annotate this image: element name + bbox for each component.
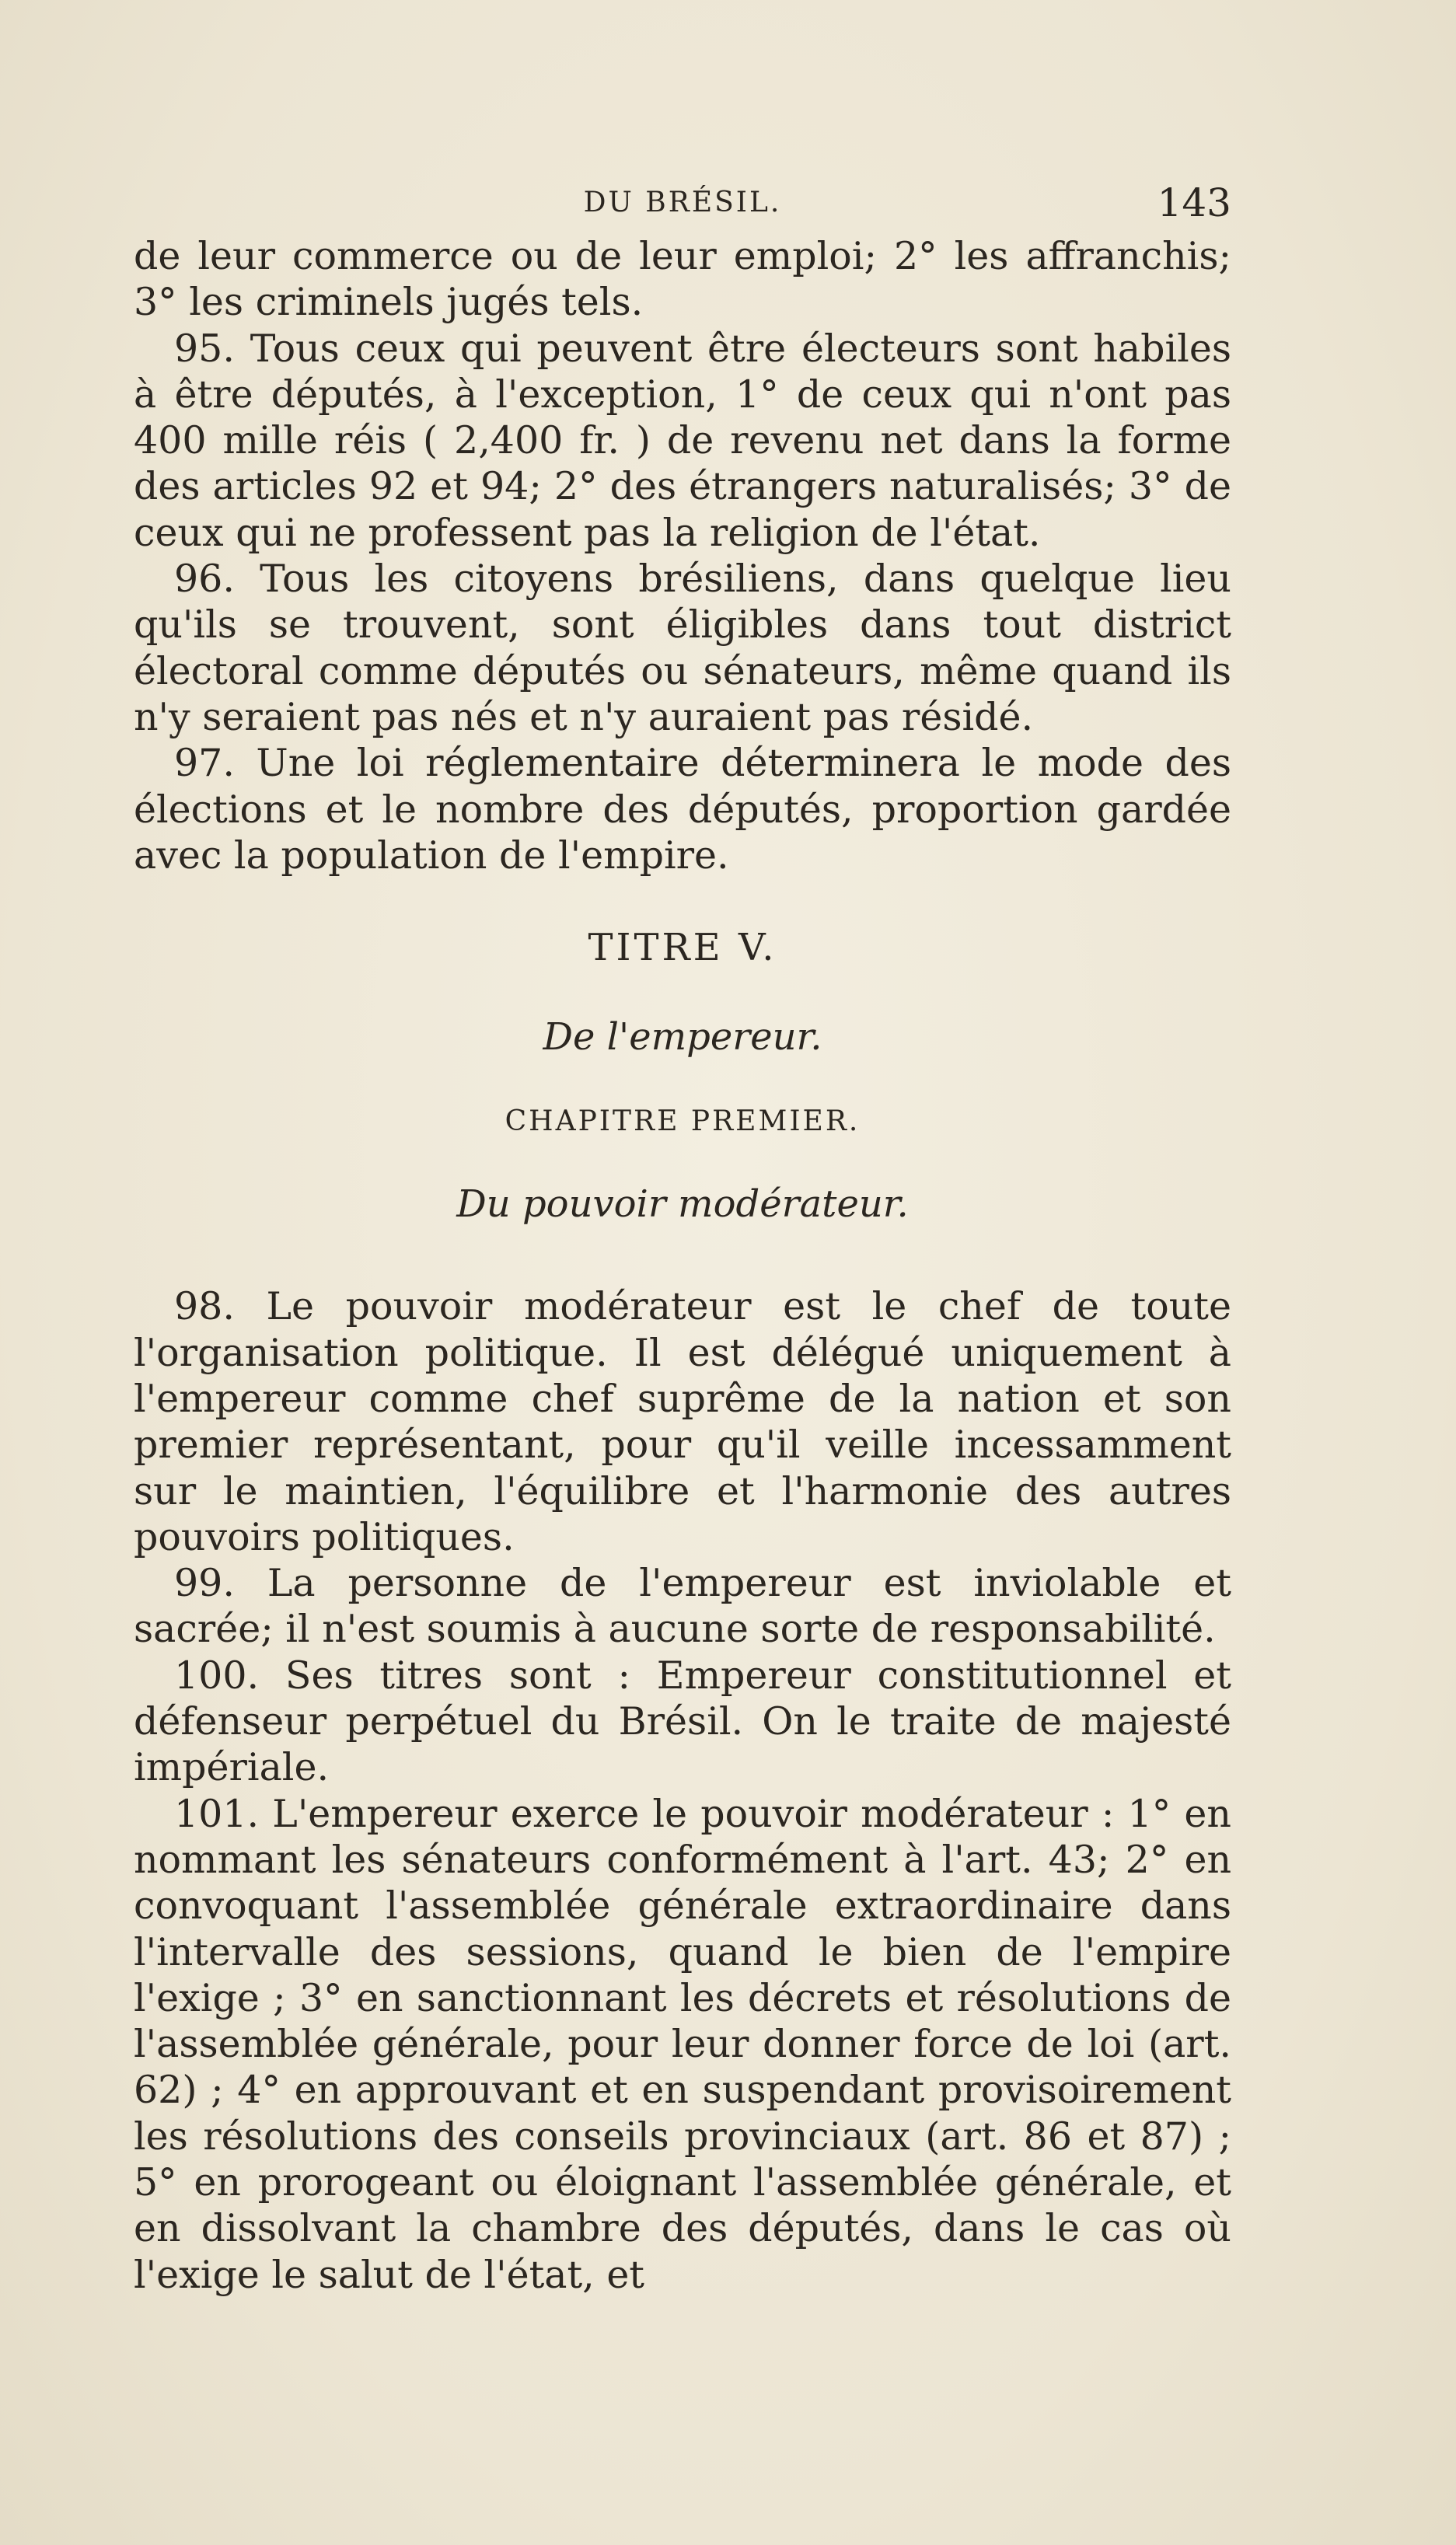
paragraph-continuation: de leur commerce ou de leur emploi; 2° les affranchis; 3° les criminels jugés tels.: [134, 234, 1231, 325]
title-subheading: De l'empereur.: [543, 1015, 822, 1060]
chapter-heading: CHAPITRE PREMIER.: [505, 1105, 861, 1137]
running-title: DU BRÉSIL.: [583, 187, 782, 218]
article-97: 97. Une loi réglementaire déterminera le mode des élections et le nombre des députés, proportion gardée avec la population de l'empire.: [134, 741, 1231, 878]
running-head: [134, 180, 1231, 227]
chapter-subheading: Du pouvoir modérateur.: [456, 1182, 909, 1227]
title-heading: TITRE V.: [588, 926, 777, 970]
body-text: [134, 233, 1231, 2298]
article-95: 95. Tous ceux qui peuvent être électeurs sont habiles à être députés, à l'exception, 1° de ceux qui n'ont pas 400 mille réis ( 2,400 fr. ) de revenu net dans la forme des articles 92 et 94; 2° des étrangers naturalisés; 3° de ceux qui ne professent pas la religion de l'état.: [134, 326, 1231, 555]
article-98: 98. Le pouvoir modérateur est le chef de toute l'organisation politique. Il est délégué uniquement à l'empereur comme chef suprême de la nation et son premier représentant, pour qu'il veille incessamment sur le maintien, l'équilibre et l'harmonie des autres pouvoirs politiques.: [134, 1284, 1231, 1559]
article-100: 100. Ses titres sont : Empereur constitutionnel et défenseur perpétuel du Brésil. On le traite de majesté impériale.: [134, 1653, 1231, 1790]
article-96: 96. Tous les citoyens brésiliens, dans quelque lieu qu'ils se trouvent, sont éligibles dans tout district électoral comme députés ou sénateurs, même quand ils n'y seraient pas nés et n'y auraient pas résidé.: [134, 557, 1231, 739]
page-number: 143: [1157, 180, 1231, 225]
article-99: 99. La personne de l'empereur est inviolable et sacrée; il n'est soumis à aucune sorte de responsabilité.: [134, 1561, 1231, 1652]
article-101: 101. L'empereur exerce le pouvoir modérateur : 1° en nommant les sénateurs conformément à l'art. 43; 2° en convoquant l'assemblée générale extraordinaire dans l'intervalle des sessions, quand le bien de l'empire l'exige ; 3° en sanctionnant les décrets et résolutions de l'assemblée générale, pour leur donner force de loi (art. 62) ; 4° en approuvant et en suspendant provisoirement les résolutions des conseils provinciaux (art. 86 et 87) ; 5° en prorogeant ou éloignant l'assemblée générale, et en dissolvant la chambre des députés, dans le cas où l'exige le salut de l'état, et: [134, 1791, 1231, 2297]
